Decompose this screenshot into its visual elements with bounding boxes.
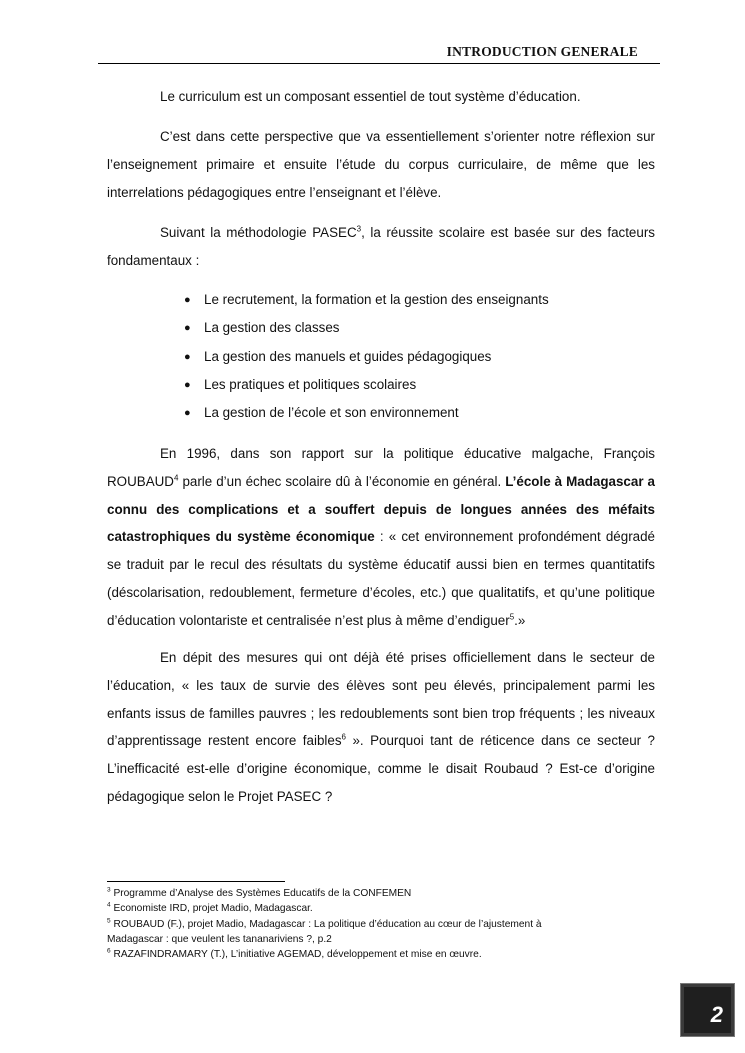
footnote-text: RAZAFINDRAMARY (T.), L’initiative AGEMAD, développement et mise en œuvre. [110,949,482,961]
paragraph-3-text: Suivant la méthodologie PASEC [160,225,357,240]
bullet-icon: ● [184,294,191,306]
paragraph-1-text: Le curriculum est un composant essentiel de tout système d’éducation. [160,89,581,104]
paragraph-3-text-end: , la réussite scolaire est basée sur des facteurs fondamentaux : [107,225,655,268]
bullet-icon: ● [184,350,191,363]
footnote-ref-3: 3 [356,224,362,234]
page-number-box [680,983,735,1037]
page-number: 2 [710,1002,723,1027]
bullet-icon: ● [184,322,191,335]
list-item-text: La gestion des classes [204,320,340,336]
footnote-ref-5: 5 [509,612,515,622]
list-item [180,286,549,314]
paragraph-5-text-a: En dépit des mesures qui ont déjà été prises officiellement dans le secteur de l’éducation, « les taux de survie des élèves sont peu élevés, principalement parmi les enfants issus de familles pauvres ; les redoublements sont bien trop fréquents ; les niveaux d’apprentissage restent encore faibles [107,650,655,749]
list-item-text: Les pratiques et politiques scolaires [204,376,417,392]
footnote [107,901,667,916]
footnote-continuation [107,932,667,947]
list-item [180,314,549,342]
paragraph-4-text-a: En 1996, dans son rapport sur la politique éducative malgache, François ROUBAUD [107,446,655,489]
paragraph-5 [107,644,655,811]
header-title: INTRODUCTION GENERALE [446,44,638,59]
footnote-text: Programme d’Analyse des Systèmes Educatifs de la CONFEMEN [110,888,412,899]
paragraph-4-text-d: .» [514,612,526,628]
footnotes [107,886,667,962]
paragraph-4-text-b: parle d’un échec scolaire dû à l’économie en général. [178,473,506,489]
paragraph-3 [107,219,655,275]
footnote-text: Madagascar : que veulent les tananariviens ?, p.2 [107,933,332,945]
list-item [180,343,549,371]
footnote-number: 5 [107,917,111,925]
paragraph-4-text-c: : « cet environnement profondément dégradé se traduit par le recul des résultats du système éducatif aussi bien en termes quantitatifs (déscolarisation, redoublement, fermeture d’écoles, etc.) que qualitatifs, et qu’une politique d’éducation volontariste et centralisée n’est plus à même d’endiguer [107,529,656,628]
list-item [180,371,549,399]
paragraph-4-bold: L’école à Madagascar a connu des complications et a souffert depuis de longues années des méfaits catastrophiques du système économique [107,473,655,545]
footnote-number: 4 [107,901,111,909]
paragraph-5-text-b: ». Pourquoi tant de réticence dans ce secteur ? L’inefficacité est-elle d’origine économique, comme le disait Roubaud ? Est-ce d’origine pédagogique selon le Projet PASEC ? [107,733,656,804]
list-item [180,399,549,427]
factors-list [180,286,549,427]
footnote-text: ROUBAUD (F.), projet Madio, Madagascar : La politique d’éducation au cœur de l’ajustement à [110,918,542,930]
footnote-number: 3 [107,886,111,894]
footnote [107,886,667,901]
footnote-text: Economiste IRD, projet Madio, Madagascar. [110,903,313,915]
list-item-text: Le recrutement, la formation et la gestion des enseignants [204,292,549,307]
footnote [107,917,667,932]
page-header [98,40,660,64]
bullet-icon: ● [184,407,191,420]
paragraph-2-text: C’est dans cette perspective que va essentiellement s’orienter notre réflexion sur l’enseignement primaire et ensuite l’étude du corpus curriculaire, de même que les interrelations pédagogiques entre l’enseignant et l’élève. [107,129,655,200]
paragraph-1 [107,83,655,111]
bullet-icon: ● [184,378,191,391]
paragraph-2 [107,123,655,206]
footnote-ref-4: 4 [173,473,179,483]
list-item-text: La gestion des manuels et guides pédagogiques [204,348,492,364]
footnote [107,947,667,962]
footnote-ref-6: 6 [341,732,346,742]
footnote-divider [107,881,285,882]
list-item-text: La gestion de l’école et son environnement [204,405,459,421]
footnote-number: 6 [107,947,111,955]
paragraph-4 [107,440,655,635]
